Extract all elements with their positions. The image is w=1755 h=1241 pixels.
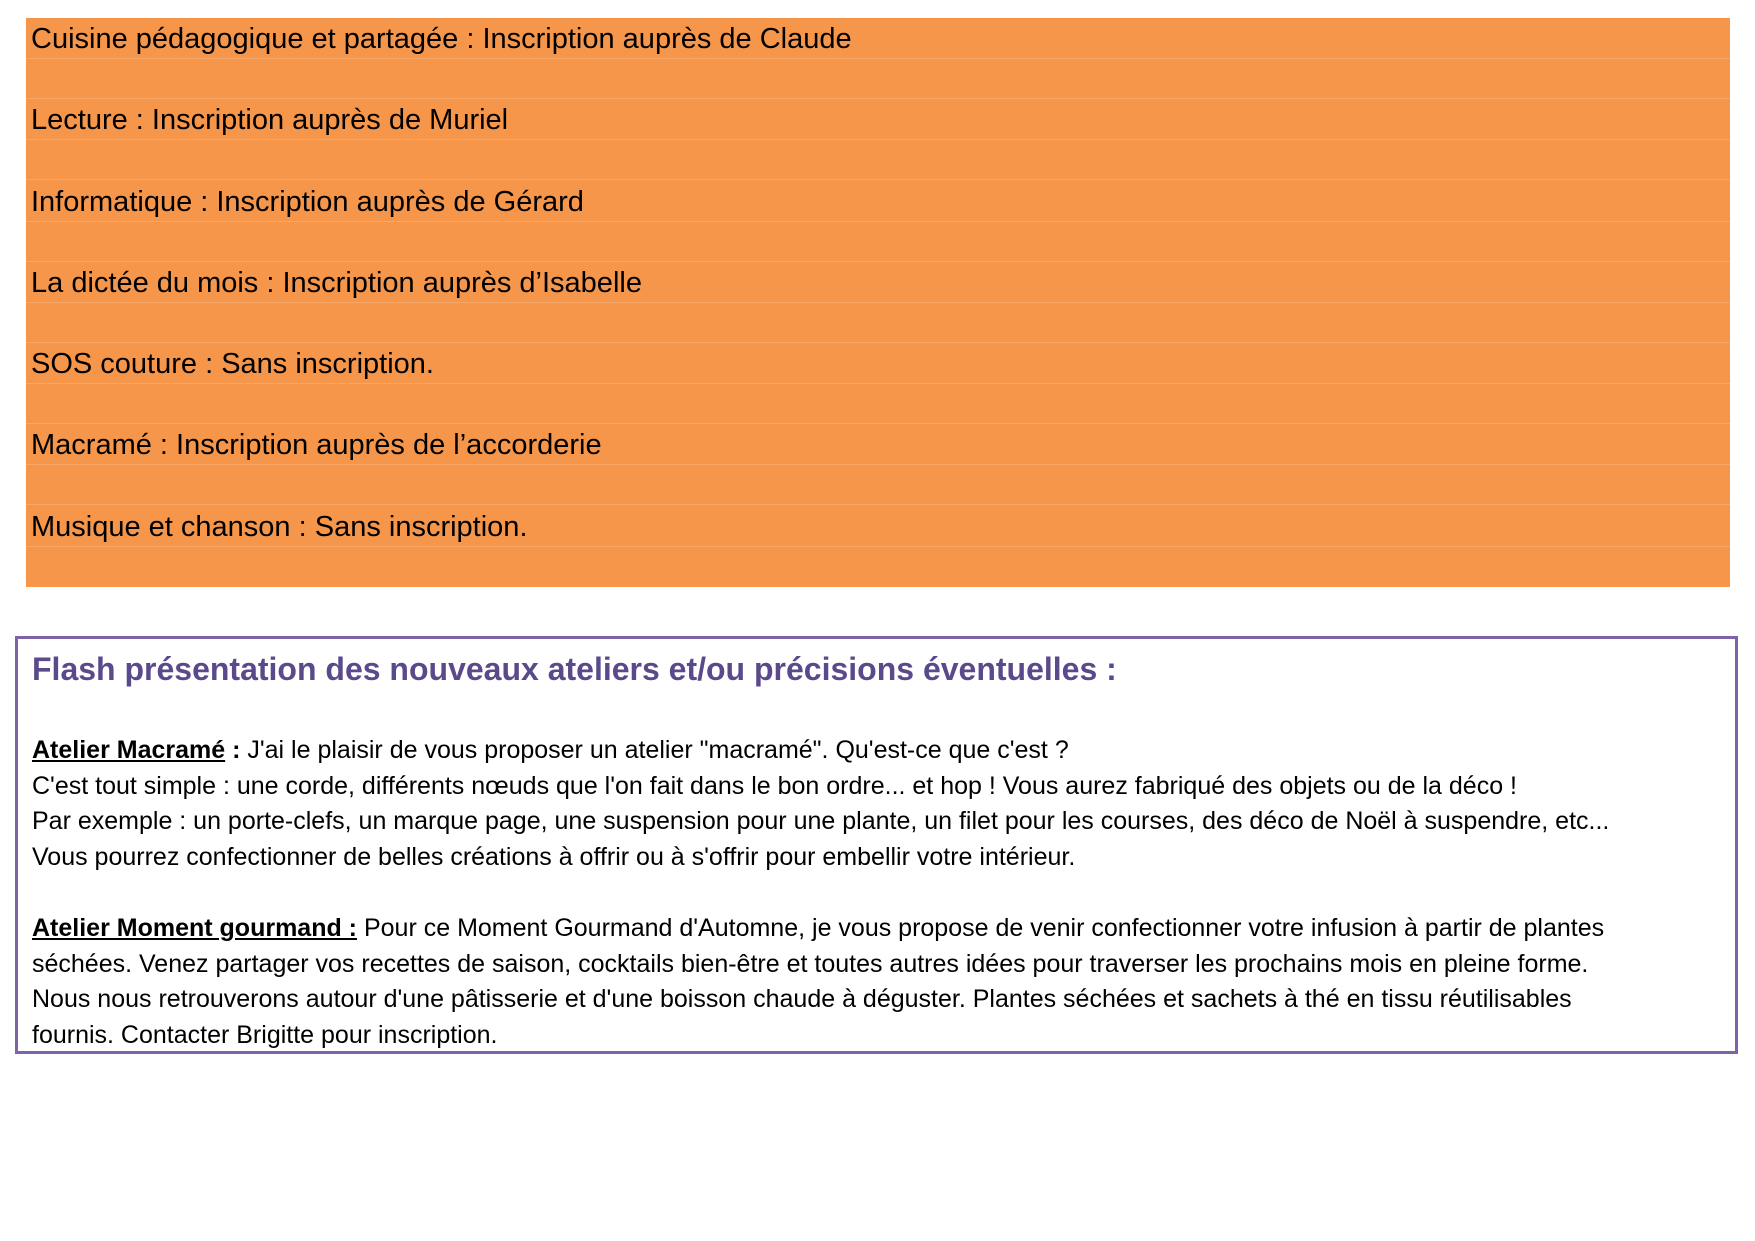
paragraph-line: C'est tout simple : une corde, différents nœuds que l'on fait dans le bon ordre... et hop ! Vous aurez fabriqué des objets ou de la déco !	[32, 771, 1517, 800]
gourmand-line-text: Pour ce Moment Gourmand d'Automne, je vous propose de venir confectionner votre infusion à partir de plantes	[357, 914, 1605, 942]
row-divider	[26, 302, 1730, 303]
workshop-text: Informatique : Inscription auprès de Gérard	[31, 185, 584, 218]
workshop-text: Cuisine pédagogique et partagée : Inscription auprès de Claude	[31, 23, 852, 55]
row-divider	[26, 221, 1730, 222]
row-divider	[26, 383, 1730, 384]
flash-title: Flash présentation des nouveaux ateliers et/ou précisions éventuelles :	[32, 651, 1117, 687]
row-divider	[26, 546, 1730, 547]
workshop-row-informatique	[26, 181, 1730, 262]
gourmand-paragraph	[32, 911, 1725, 1053]
workshop-text: Lecture : Inscription auprès de Muriel	[31, 104, 509, 137]
workshop-text: La dictée du mois : Inscription auprès d’Isabelle	[31, 266, 642, 299]
macrame-line-text: J'ai le plaisir de vous proposer un atelier "macramé". Qu'est-ce que c'est ?	[240, 736, 1069, 764]
gourmand-heading: Atelier Moment gourmand :	[32, 914, 358, 942]
macrame-heading: Atelier Macramé	[32, 736, 226, 764]
workshop-row-dictee	[26, 262, 1730, 343]
paragraph-line	[32, 911, 1725, 947]
workshop-text: SOS couture : Sans inscription.	[31, 348, 434, 381]
workshop-row-macrame	[26, 424, 1730, 505]
workshop-row-cuisine	[26, 18, 1730, 99]
paragraph-line: fournis. Contacter Brigitte pour inscription.	[32, 1020, 498, 1049]
workshop-registration-table	[26, 18, 1730, 587]
row-divider	[26, 58, 1730, 59]
workshop-row-couture	[26, 343, 1730, 424]
macrame-paragraph	[32, 733, 1725, 875]
workshop-row-lecture	[26, 99, 1730, 180]
paragraph-line: séchées. Venez partager vos recettes de saison, cocktails bien-être et toutes autres idées pour traverser les prochains mois en pleine forme.	[32, 949, 1589, 978]
paragraph-line	[32, 733, 1725, 769]
paragraph-line: Nous nous retrouverons autour d'une pâtisserie et d'une boisson chaude à déguster. Plantes séchées et sachets à thé en tissu réutilisables	[32, 985, 1572, 1014]
workshop-text: Musique et chanson : Sans inscription.	[31, 510, 528, 543]
paragraph-line: Vous pourrez confectionner de belles créations à offrir ou à s'offrir pour embellir votre intérieur.	[32, 842, 1076, 871]
flash-presentation-box	[15, 636, 1738, 1054]
macrame-heading-colon: :	[225, 736, 241, 764]
workshop-text: Macramé : Inscription auprès de l’accorderie	[31, 429, 602, 462]
paragraph-line: Par exemple : un porte-clefs, un marque page, une suspension pour une plante, un filet pour les courses, des déco de Noël à suspendre, etc...	[32, 807, 1610, 836]
row-divider	[26, 464, 1730, 465]
workshop-row-musique	[26, 506, 1730, 587]
row-divider	[26, 139, 1730, 140]
